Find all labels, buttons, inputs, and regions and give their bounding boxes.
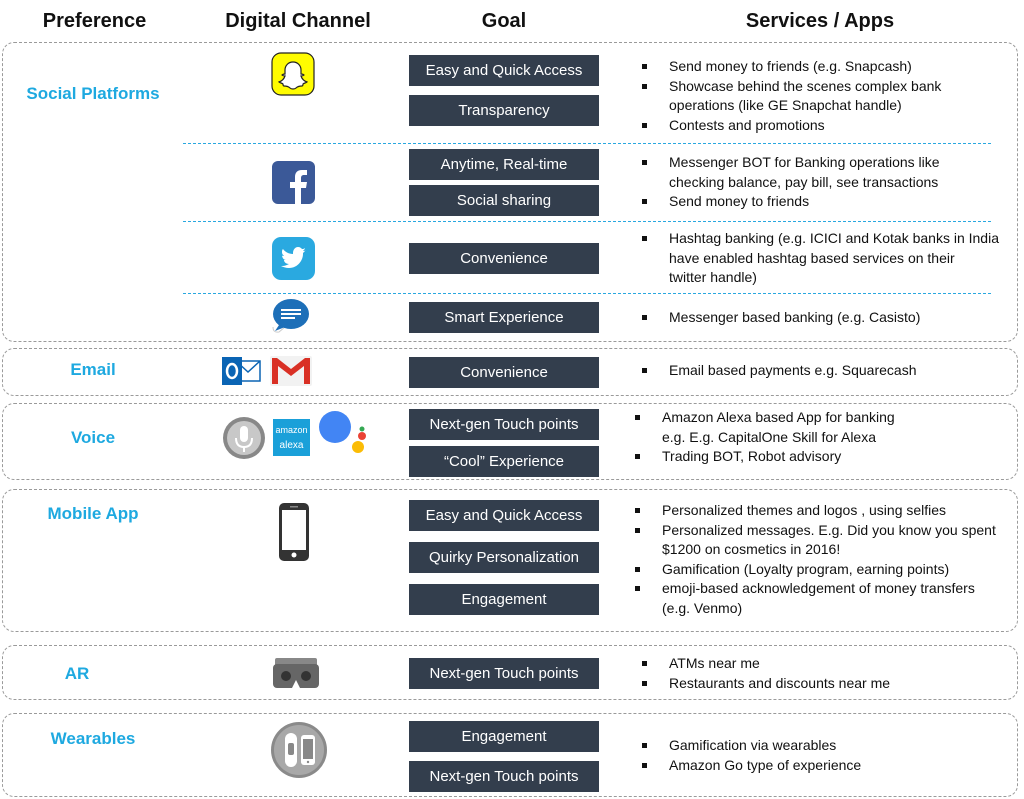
service-item: Gamification (Loyalty program, earning points): [635, 560, 996, 580]
goal-engagement: Engagement: [409, 721, 599, 752]
row-divider: [183, 293, 991, 294]
twitter-icon: [272, 237, 315, 280]
goal-easy-quick-access: Easy and Quick Access: [409, 55, 599, 86]
goal-next-gen-touch-points: Next-gen Touch points: [409, 761, 599, 792]
smartwatch-icon: [270, 721, 328, 779]
services-messenger: [642, 308, 920, 328]
service-item: Showcase behind the scenes complex bank: [642, 77, 941, 97]
goal-next-gen-touch-points: Next-gen Touch points: [409, 658, 599, 689]
header-services: Services / Apps: [745, 10, 895, 32]
siri-microphone-icon: [222, 416, 266, 460]
service-item-continued: operations (like GE Snapchat handle): [669, 97, 902, 113]
goal-social-sharing: Social sharing: [409, 185, 599, 216]
service-item-continued: e.g. E.g. CapitalOne Skill for Alexa: [662, 428, 876, 445]
preference-social-platforms: Social Platforms: [26, 84, 160, 103]
services-ar: [642, 654, 890, 693]
amazon-alexa-icon: [273, 419, 310, 456]
preference-wearables: Wearables: [50, 729, 136, 748]
snapchat-icon: [271, 52, 315, 96]
services-snapchat: [642, 57, 941, 135]
service-item: Gamification via wearables: [642, 736, 861, 756]
preference-ar: AR: [64, 664, 90, 683]
header-digital-channel: Digital Channel: [225, 10, 371, 32]
row-divider: [183, 221, 991, 222]
goal-smart-experience: Smart Experience: [409, 302, 599, 333]
service-item-continued: checking balance, pay bill, see transactions: [669, 173, 939, 190]
goal-engagement: Engagement: [409, 584, 599, 615]
goal-convenience: Convenience: [409, 357, 599, 388]
services-voice: [635, 408, 895, 467]
outlook-icon: [222, 355, 262, 387]
alexa-icon-text-alexa: alexa: [279, 440, 304, 451]
service-item-continued: twitter handle): [669, 269, 757, 285]
vr-headset-icon: [273, 656, 319, 690]
service-item: Messenger based banking (e.g. Casisto): [642, 308, 920, 328]
preference-email: Email: [70, 360, 116, 379]
service-item: Restaurants and discounts near me: [642, 674, 890, 694]
service-item-continued: $1200 on cosmetics in 2016!: [662, 541, 841, 557]
facebook-icon: [272, 161, 315, 204]
service-item: Personalized messages. E.g. Did you know you spent: [635, 521, 996, 541]
service-item: emoji-based acknowledgement of money transfers: [635, 579, 996, 599]
services-twitter: [642, 229, 999, 288]
preference-mobile-app: Mobile App: [47, 504, 139, 523]
service-item: Amazon Alexa based App for banking: [635, 408, 895, 428]
goal-anytime-real-time: Anytime, Real-time: [409, 149, 599, 180]
header-goal: Goal: [481, 10, 527, 32]
gmail-icon: [270, 356, 312, 386]
service-item: Amazon Go type of experience: [642, 756, 861, 776]
service-item: Email based payments e.g. Squarecash: [642, 361, 916, 381]
goal-next-gen-touch-points: Next-gen Touch points: [409, 409, 599, 440]
services-facebook: [642, 153, 940, 212]
service-item: Personalized themes and logos , using selfies: [635, 501, 996, 521]
preference-voice: Voice: [70, 428, 116, 447]
goal-quirky-personalization: Quirky Personalization: [409, 542, 599, 573]
service-item-continued: (e.g. Venmo): [662, 599, 743, 616]
google-assistant-icon: [318, 410, 372, 462]
goal-cool-experience: “Cool” Experience: [409, 446, 599, 477]
services-mobile: [635, 501, 996, 618]
chat-bubble-icon: [271, 297, 317, 335]
services-wearables: [642, 736, 861, 775]
service-item: Send money to friends: [642, 192, 940, 212]
service-item: Hashtag banking (e.g. ICICI and Kotak banks in India: [642, 229, 999, 249]
service-item: ATMs near me: [642, 654, 890, 674]
services-email: [642, 361, 916, 381]
service-item: Send money to friends (e.g. Snapcash): [642, 57, 941, 77]
header-preference: Preference: [42, 10, 147, 32]
service-item: Contests and promotions: [642, 116, 941, 136]
row-divider: [183, 143, 991, 144]
goal-transparency: Transparency: [409, 95, 599, 126]
service-item-continued: have enabled hashtag based services on their: [669, 249, 955, 266]
service-item: Trading BOT, Robot advisory: [635, 447, 895, 467]
service-item: Messenger BOT for Banking operations like: [642, 153, 940, 173]
goal-convenience: Convenience: [409, 243, 599, 274]
alexa-icon-text-amazon: amazon: [275, 425, 308, 435]
smartphone-icon: [278, 502, 310, 562]
goal-easy-quick-access: Easy and Quick Access: [409, 500, 599, 531]
